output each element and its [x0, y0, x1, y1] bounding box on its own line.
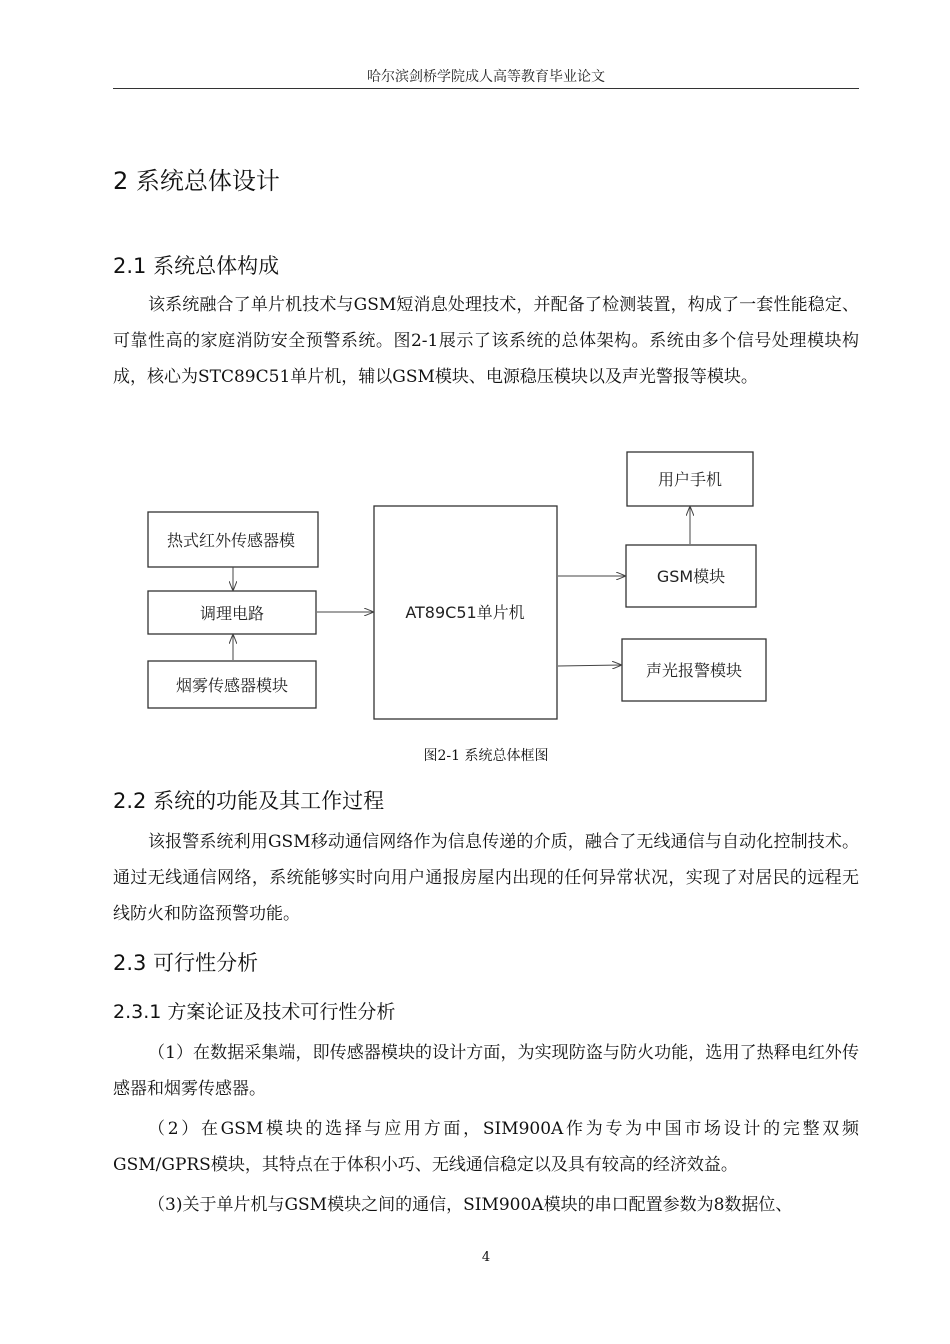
section-2-1-paragraph: 该系统融合了单片机技术与GSM短消息处理技术，并配备了检测装置，构成了一套性能稳定、可靠性高的家庭消防安全预警系统。图2-1展示了该系统的总体架构。系统由多个信号处理模块构成，核心为STC89C51单片机，辅以GSM模块、电源稳压模块以及声光警报等模块。 — [113, 295, 859, 387]
gsm-module-label: GSM模块 — [656, 567, 726, 586]
section-2-1-title: 2.1 系统总体构成 — [113, 254, 280, 278]
mcu-label: AT89C51单片机 — [405, 603, 525, 622]
chapter-title: 2 系统总体设计 — [113, 167, 280, 195]
conditioning-circuit-label: 调理电路 — [199, 604, 265, 623]
ir-sensor-label: 热式红外传感器模 — [167, 531, 296, 550]
system-block-diagram — [138, 444, 788, 734]
section-2-3-1-title: 2.3.1 方案论证及技术可行性分析 — [113, 1001, 396, 1023]
header-rule — [113, 88, 859, 89]
list-item: （1）在数据采集端，即传感器模块的设计方面，为实现防盗与防火功能，选用了热释电红外传感器和烟雾传感器。 — [113, 1043, 859, 1099]
list-item: （2）在GSM模块的选择与应用方面，SIM900A作为专为中国市场设计的完整双频GSM/GPRS模块，其特点在于体积小巧、无线通信稳定以及具有较高的经济效益。 — [113, 1119, 859, 1175]
list-item: （3)关于单片机与GSM模块之间的通信，SIM900A模块的串口配置参数为8数据位、 — [148, 1195, 793, 1215]
section-2-2-title: 2.2 系统的功能及其工作过程 — [113, 789, 385, 813]
smoke-sensor-label: 烟雾传感器模块 — [175, 676, 289, 695]
user-phone-label: 用户手机 — [657, 470, 723, 489]
figure-caption: 图2-1 系统总体框图 — [423, 748, 549, 764]
section-2-3-title: 2.3 可行性分析 — [113, 951, 259, 975]
page-number: 4 — [481, 1250, 491, 1265]
section-2-2-paragraph: 该报警系统利用GSM移动通信网络作为信息传递的介质，融合了无线通信与自动化控制技术。通过无线通信网络，系统能够实时向用户通报房屋内出现的任何异常状况，实现了对居民的远程无线防火和防盗预警功能。 — [113, 832, 859, 924]
running-header: 哈尔滨剑桥学院成人高等教育毕业论文 — [367, 69, 605, 85]
alarm-module-label: 声光报警模块 — [645, 661, 743, 680]
